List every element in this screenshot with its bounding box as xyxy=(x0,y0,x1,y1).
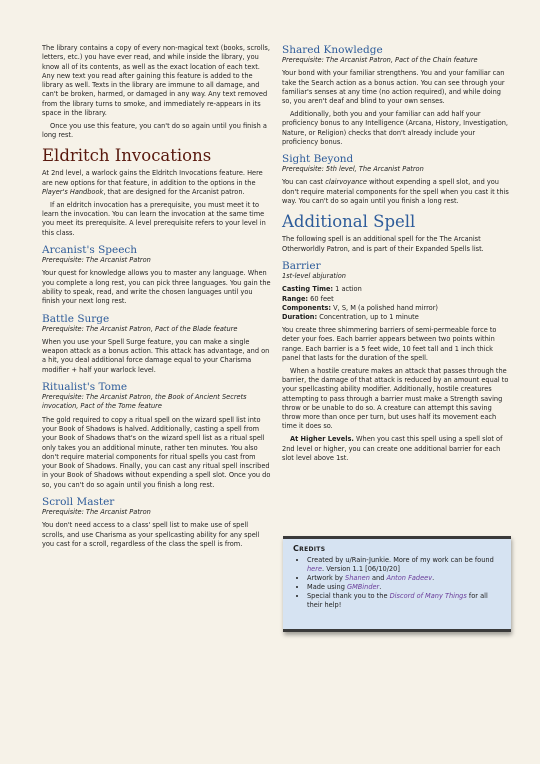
clairvoyance-ref: clairvoyance xyxy=(325,178,367,187)
credits-text: for all their help! xyxy=(307,592,488,609)
battle-surge-heading: Battle Surge xyxy=(42,312,110,325)
additional-spell-heading: Additional Spell xyxy=(282,212,416,232)
casting-time-line xyxy=(282,285,512,294)
arcanists-speech-heading: Arcanist's Speech xyxy=(42,244,138,257)
ritualists-tome-text: The gold required to copy a ritual spell on the wizard spell list into your Book of Shadows is halved. Additionally, casting a spell from your Book of Shadows that's on the wizard spell list as a ritual spell only takes you an additional minute, rather ten minutes. You also don't require material components for ritual spells you cast from your Book of Shadows. Finally, you can cast any ritual spell inscribed in your Book of Shadows without expending a spell slot. Once you do so, you can't do so again until you finish a long rest. xyxy=(42,415,271,489)
scroll-master-prereq: Prerequisite: The Arcanist Patron xyxy=(42,507,151,516)
credits-text: . xyxy=(379,583,382,591)
discord-link[interactable]: Discord of Many Things xyxy=(389,592,467,600)
credits-text: Special thank you to the xyxy=(307,592,390,600)
here-link[interactable]: here xyxy=(307,565,323,573)
invocations-paragraph xyxy=(42,169,272,197)
components-value: V, S, M (a polished hand mirror) xyxy=(331,303,438,312)
gmbinder-link[interactable]: GMBinder xyxy=(346,583,380,591)
right-column xyxy=(282,44,512,467)
sight-beyond-prereq: Prerequisite: 5th level, The Arcanist Patron xyxy=(282,165,424,174)
credits-item xyxy=(307,556,501,574)
range-value: 60 feet xyxy=(308,294,334,303)
range-line xyxy=(282,295,512,304)
battle-surge-prereq: Prerequisite: The Arcanist Patron, Pact of the Blade feature xyxy=(42,324,238,333)
invocations-paragraph-2: If an eldritch invocation has a prerequisite, you must meet it to learn the invocation. You can learn the invocation at the same time you meet its prerequisite. A level prerequisite refers to your level in this class. xyxy=(42,200,266,237)
scroll-master-text: You don't need access to a class' spell list to make use of spell scrolls, and use Charisma as your spellcasting ability for any spell you cast for a scroll, regardless of the class the spell is from. xyxy=(42,521,260,548)
credits-item xyxy=(307,574,501,583)
scroll-master-heading: Scroll Master xyxy=(42,495,115,508)
credits-text: . xyxy=(432,574,435,582)
casting-time-value: 1 action xyxy=(333,285,362,294)
shared-knowledge-heading: Shared Knowledge xyxy=(282,44,383,56)
credits-text: Made using xyxy=(307,583,347,591)
ritualists-tome-heading: Ritualist's Tome xyxy=(42,381,128,394)
higher-levels-text xyxy=(282,435,512,463)
sight-text-start: You can cast xyxy=(282,178,326,187)
components-label: Components: xyxy=(282,303,332,312)
barrier-text-2: When a hostile creature makes an attack that passes through the barrier, the damage of that attack is reduced by an amount equal to your spellcasting ability modifier. Additionally, hostile creatures attempting to pass through a barrier must make a Strength saving throw or be unable to do so. A creature can attempt this saving throw more than once per turn, but uses half its movement each time it does so. xyxy=(282,366,509,431)
shared-knowledge-prereq: Prerequisite: The Arcanist Patron, Pact of the Chain feature xyxy=(282,56,478,64)
credits-item xyxy=(307,592,501,610)
additional-spell-text: The following spell is an additional spell for the The Arcanist Otherworldly Patron, and is part of their Expanded Spells list. xyxy=(282,235,484,253)
components-line xyxy=(282,304,512,313)
higher-levels-value: When you cast this spell using a spell slot of 2nd level or higher, you can create one additional barrier for each slot level above 1st. xyxy=(282,435,503,462)
sight-beyond-text xyxy=(282,178,512,206)
credits-text: Created by u/Rain-Junkie. More of my work can be found xyxy=(307,556,494,564)
eldritch-invocations-heading: Eldritch Invocations xyxy=(42,146,212,166)
barrier-school: 1st-level abjuration xyxy=(282,271,346,280)
version-text: . Version 1.1 [06/10/20] xyxy=(322,565,400,573)
ritualists-tome-prereq: Prerequisite: The Arcanist Patron, the Book of Ancient Secrets invocation, Pact of the Tome feature xyxy=(42,393,247,411)
barrier-stats xyxy=(282,285,512,322)
duration-value: Concentration, up to 1 minute xyxy=(317,313,419,322)
duration-line xyxy=(282,313,512,322)
barrier-text: You create three shimmering barriers of semi-permeable force to deter your foes. Each barrier appears between two points within range. Each barrier is a 5 feet wide, 10 feet tall and 1 inch thick panel that lasts for the duration of the spell. xyxy=(282,325,497,362)
casting-time-label: Casting Time: xyxy=(282,285,334,294)
credits-box xyxy=(283,536,511,632)
credits-text: and xyxy=(369,574,387,582)
range-label: Range: xyxy=(282,294,309,303)
players-handbook-ref: Player's Handbook xyxy=(42,188,104,197)
sight-beyond-heading: Sight Beyond xyxy=(282,153,354,166)
invocations-text: At 2nd level, a warlock gains the Eldritch Invocations feature. Here are new options for that feature, in addition to the options in the xyxy=(42,169,263,187)
battle-surge-text: When you use your Spell Surge feature, you can make a single weapon attack as a bonus action. This attack has advantage, and on a hit, you deal additional force damage equal to your Charisma modifier + half your warlock level. xyxy=(42,337,270,374)
library-paragraph-2: Once you use this feature, you can't do so again until you finish a long rest. xyxy=(42,121,267,140)
shared-knowledge-text-2: Additionally, both you and your familiar can add half your proficiency bonus to any Intelligence (Arcana, History, Investigation, Nature, or Religion) checks that don't already include your proficiency bonus. xyxy=(282,109,509,146)
anton-fadeev-link[interactable]: Anton Fadeev xyxy=(386,574,433,582)
left-column xyxy=(42,44,272,553)
credits-item xyxy=(307,583,501,592)
barrier-heading: Barrier xyxy=(282,259,321,272)
higher-levels-label: At Higher Levels. xyxy=(290,435,354,444)
arcanists-speech-prereq: Prerequisite: The Arcanist Patron xyxy=(42,256,151,265)
credits-heading: Credits xyxy=(293,544,326,553)
shanen-link[interactable]: Shanen xyxy=(345,574,370,582)
sight-text-end: without expending a spell slot, and you don't require material components for the spell when you cast it this way. You can't do so again until you finish a long rest. xyxy=(282,178,509,206)
arcanists-speech-text: Your quest for knowledge allows you to master any language. When you complete a long rest, you can pick three languages. You gain the ability to speak, read, and write the chosen languages until you finish your next long rest. xyxy=(42,269,271,306)
invocations-text-end: , that are designed for the Arcanist patron. xyxy=(103,188,245,197)
library-paragraph: The library contains a copy of every non-magical text (books, scrolls, letters, etc.) you have ever read, and while inside the library, you know all of its contents, as well as the exact location of each text. Any new text you read after gaining this feature is added to the library as well. Texts in the library are immune to all damage, and can't be broken, harmed, or damaged in any way. Any text removed from the library turns to smoke, and immediately re-appears in its space in the library. xyxy=(42,44,270,118)
duration-label: Duration: xyxy=(282,313,318,322)
credits-list xyxy=(293,556,501,610)
shared-knowledge-text: Your bond with your familiar strengthens. You and your familiar can take the Search action as a bonus action. You can see through your familiar's senses at any time (no action required), and while doing so, you aren't deaf and blind to your own senses. xyxy=(282,69,505,106)
credits-text: Artwork by xyxy=(307,574,346,582)
